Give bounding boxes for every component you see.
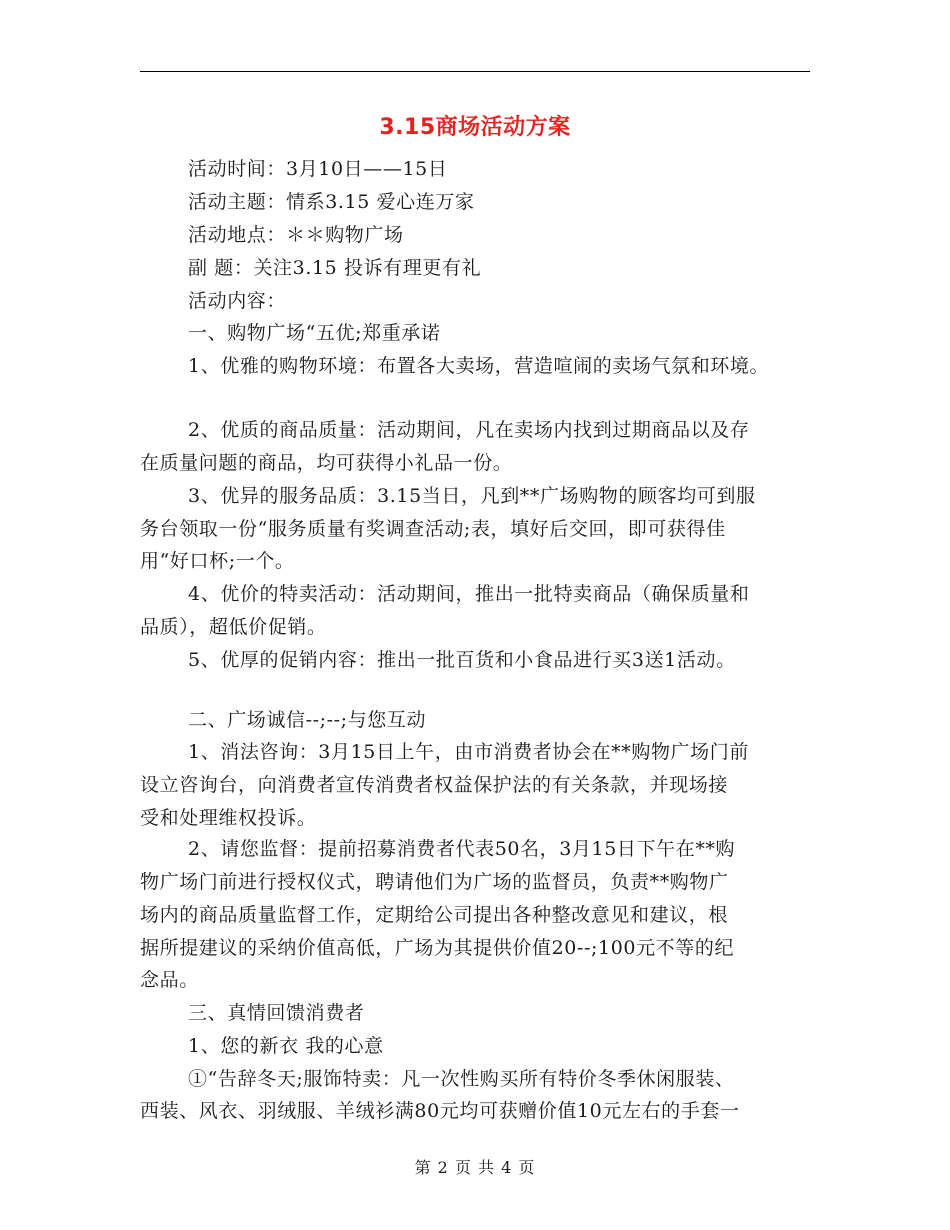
text-line: 2、请您监督：提前招募消费者代表50名，3月15日下午在**购 [188, 838, 736, 860]
section-heading: 三、真情回馈消费者 [188, 1002, 365, 1024]
text-line: 1、您的新衣 我的心意 [188, 1035, 384, 1057]
text-line: 受和处理维权投诉。 [140, 807, 317, 829]
text-line: 物广场门前进行授权仪式，聘请他们为广场的监督员，负责**购物广 [140, 871, 729, 893]
text-line: 西装、风衣、羽绒服、羊绒衫满80元均可获赠价值10元左右的手套一 [140, 1100, 740, 1122]
text-line: 1、消法咨询：3月15日上午，由市消费者协会在**购物广场门前 [188, 741, 749, 763]
page-footer: 第 2 页 共 4 页 [414, 1158, 536, 1177]
text-line: ①“告辞冬天;服饰特卖：凡一次性购买所有特价冬季休闲服装、 [188, 1068, 735, 1090]
text-line: 据所提建议的采纳价值高低，广场为其提供价值20--;100元不等的纪 [140, 937, 735, 959]
text-line: 务台领取一份“服务质量有奖调查活动;表，填好后交回，即可获得佳 [140, 518, 726, 540]
text-line: 用“好口杯;一个。 [140, 550, 295, 572]
text-line: 念品。 [140, 969, 199, 991]
section-heading: 二、广场诚信--;--;与您互动 [188, 709, 427, 731]
text-line: 5、优厚的促销内容：推出一批百货和小食品进行买3送1活动。 [188, 649, 736, 671]
text-line: 设立咨询台，向消费者宣传消费者权益保护法的有关条款，并现场接 [140, 774, 729, 796]
header-rule [140, 71, 810, 72]
text-line: 2、优质的商品质量：活动期间，凡在卖场内找到过期商品以及存 [188, 419, 750, 441]
text-line: 活动时间：3月10日——15日 [188, 158, 448, 180]
text-line: 活动内容： [188, 290, 287, 312]
document-title: 3.15商场活动方案 [379, 115, 571, 140]
text-line: 活动地点：＊＊购物广场 [188, 224, 404, 246]
text-line: 4、优价的特卖活动：活动期间，推出一批特卖商品（确保质量和 [188, 583, 750, 605]
text-line: 3、优异的服务品质：3.15当日，凡到**广场购物的顾客均可到服 [188, 485, 756, 507]
text-line: 1、优雅的购物环境：布置各大卖场，营造喧闹的卖场气氛和环境。 [188, 355, 770, 377]
text-line: 品质），超低价促销。 [140, 616, 327, 638]
section-heading: 一、购物广场“五优;郑重承诺 [188, 322, 441, 344]
text-line: 在质量问题的商品，均可获得小礼品一份。 [140, 452, 513, 474]
text-line: 活动主题：情系3.15 爱心连万家 [188, 191, 475, 213]
text-line: 副 题：关注3.15 投诉有理更有礼 [188, 257, 482, 279]
text-line: 场内的商品质量监督工作，定期给公司提出各种整改意见和建议，根 [140, 904, 729, 926]
